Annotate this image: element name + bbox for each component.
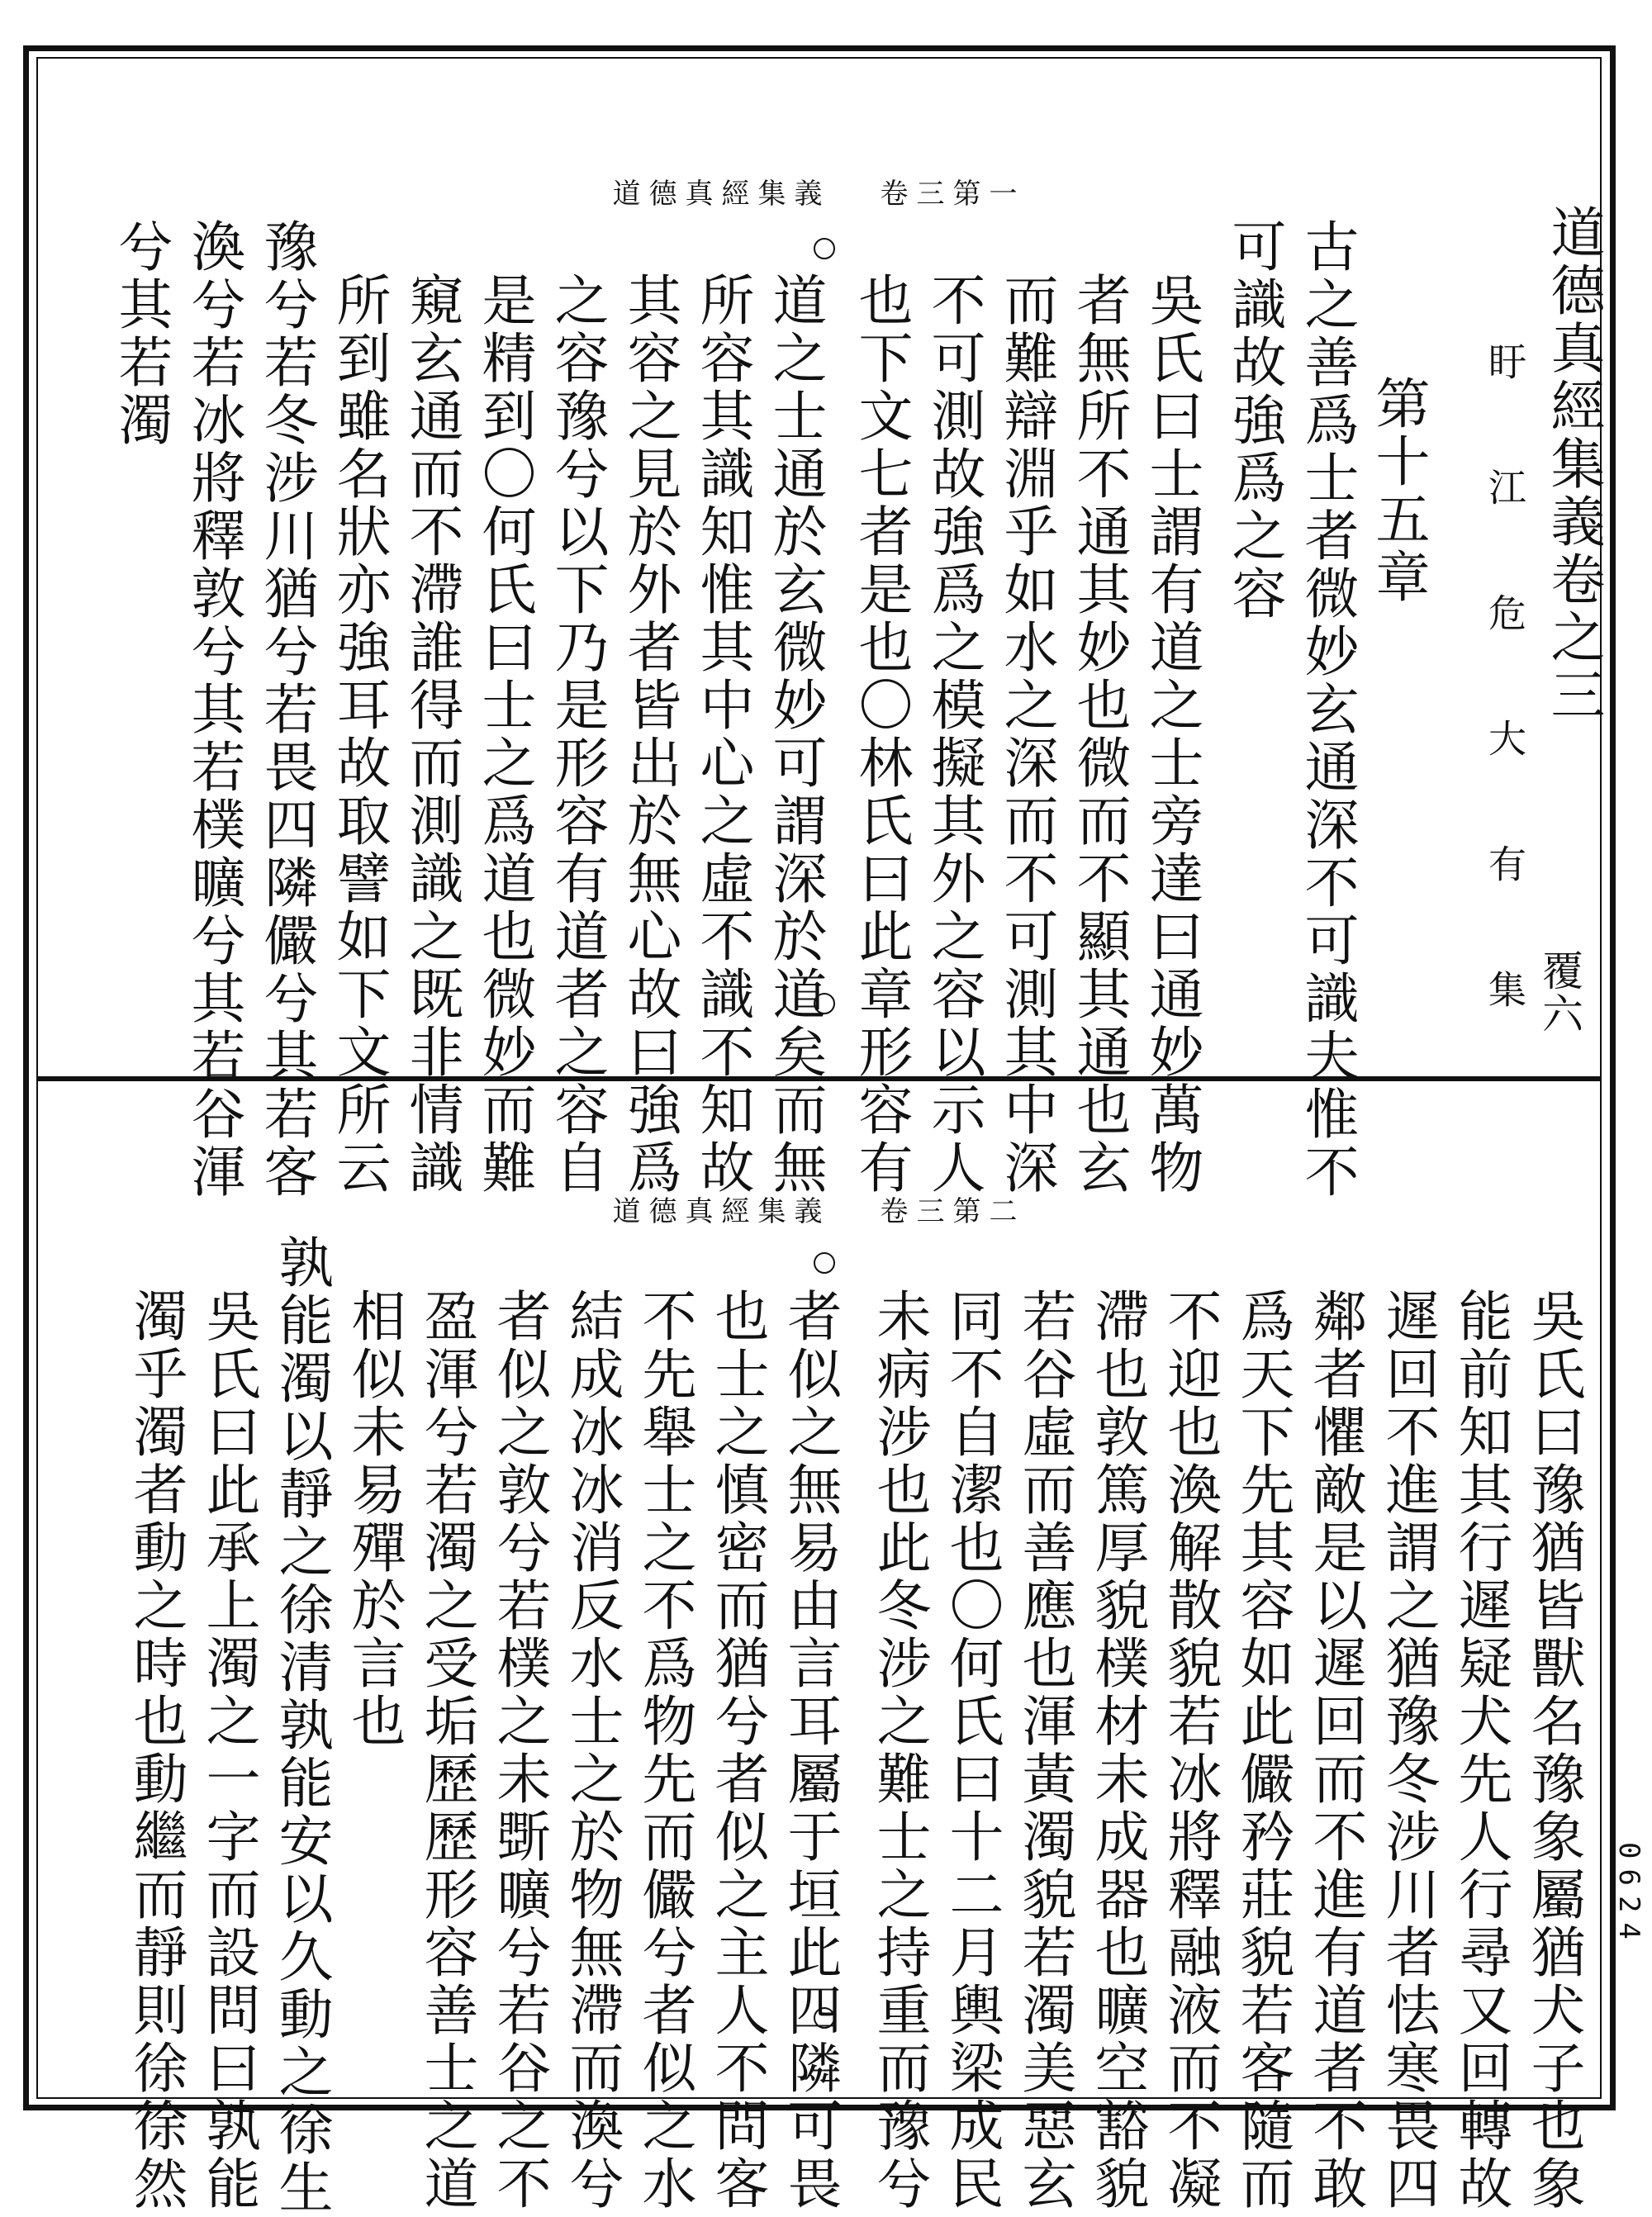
text-column: 吳氏曰豫猶皆獸名豫象屬猶犬子也象	[1521, 1288, 1585, 2213]
text-column: 是精到〇何氏曰士之爲道也微妙而難	[472, 272, 536, 1197]
text-column: 而難辯淵乎如水之深而不可測其中深	[995, 272, 1058, 1197]
text-column: 所到雖名狀亦強耳故取譬如下文所云	[327, 272, 391, 1197]
text-column: 相似未易殫於言也	[342, 1288, 406, 1750]
text-column: 之容豫兮以下乃是形容有道者之容自	[545, 272, 609, 1197]
text-column: 盈渾兮若濁之受垢歷歷形容善士之道	[415, 1288, 478, 2213]
text-column: 者無所不通其妙也微而不顯其通也玄	[1067, 272, 1131, 1197]
text-column: 所容其識知惟其中心之虛不識不知故	[691, 272, 754, 1197]
text-column: 結成冰冰消反水士之於物無滯而渙兮	[560, 1288, 624, 2213]
text-column: 遲回不進謂之猶豫冬涉川者怯寒畏四	[1376, 1288, 1440, 2213]
running-head-book: 道德真經集義	[612, 1195, 831, 1228]
lower-half-page	[36, 1081, 1602, 2217]
page-number: 0624	[1612, 1842, 1645, 1949]
text-column: 渙兮若冰將釋敦兮其若樸曠兮其若谷渾	[182, 218, 245, 1201]
text-column: 其容之見於外者皆出於無心故曰強爲	[618, 272, 681, 1197]
text-column: 爲天下先其容如此儼矜莊貌若客隨而	[1231, 1288, 1294, 2213]
text-column: 滯也敦篤厚貌樸材未成器也曠空豁貌	[1085, 1288, 1149, 2213]
text-column: 孰能濁以靜之徐清孰能安以久動之徐生	[269, 1234, 333, 2217]
text-column: 吳氏曰此承上濁之一字而設問曰孰能	[197, 1288, 260, 2213]
text-column: 濁乎濁者動之時也動繼而靜則徐徐然	[124, 1288, 188, 2213]
text-column: 鄰者懼敵是以遲回而不進有道者不敢	[1303, 1288, 1367, 2213]
text-column: 也下文七者是也〇林氏曰此章形容有	[849, 272, 913, 1197]
author-line: 盱 江 危 大 有 集	[1483, 342, 1527, 1033]
text-column: 不迎也渙解散貌若冰將釋融液而不凝	[1158, 1288, 1222, 2213]
text-column: 道之士通於玄微妙可謂深於道矣而無	[763, 272, 827, 1197]
text-column: 同不自潔也〇何氏曰十二月輿梁成民	[940, 1288, 1004, 2213]
text-column: 者似之敦兮若樸之未斲曠兮若谷之不	[487, 1288, 551, 2213]
text-column: 豫兮若冬涉川猶兮若畏四隣儼兮其若客	[254, 218, 318, 1201]
volume-mark: 覆六	[1536, 949, 1583, 1035]
text-column: 不先舉士之不爲物先而儼兮者似之水	[633, 1288, 696, 2213]
running-head-book: 道德真經集義	[612, 178, 831, 211]
text-column: 者似之無易由言耳屬于垣此四隣可畏	[778, 1288, 842, 2213]
punctuation-circle	[814, 1252, 835, 1274]
lower-running-head	[36, 1189, 1602, 1229]
punctuation-circle	[814, 238, 835, 259]
text-column: 可識故強爲之容	[1222, 218, 1286, 623]
upper-half-page	[36, 57, 1605, 1201]
text-column: 不可測故強爲之模擬其外之容以示人	[922, 272, 985, 1197]
text-column: 道德真經集義卷之三	[1541, 204, 1605, 724]
text-column: 能前知其行遲疑犬先人行尋又回轉故	[1449, 1288, 1512, 2213]
running-head-volume: 卷三第二	[880, 1195, 1026, 1228]
text-column: 未病涉也此冬涉之難士之持重而豫兮	[867, 1288, 931, 2213]
running-head-volume: 卷三第一	[880, 178, 1026, 211]
text-column: 兮其若濁	[109, 218, 173, 449]
upper-running-head	[36, 171, 1602, 211]
text-column: 古之善爲士者微妙玄通深不可識夫惟不	[1295, 218, 1359, 1201]
text-column: 也士之慎密而猶兮者似之主人不問客	[705, 1288, 769, 2213]
text-column: 窺玄通而不滯誰得而測識之既非情識	[400, 272, 463, 1197]
chapter-heading: 第十五章	[1366, 375, 1430, 606]
text-column: 若谷虛而善應也渾黃濁貌若濁美惡玄	[1013, 1288, 1076, 2213]
text-column: 吳氏曰士謂有道之士旁達曰通妙萬物	[1140, 272, 1203, 1197]
